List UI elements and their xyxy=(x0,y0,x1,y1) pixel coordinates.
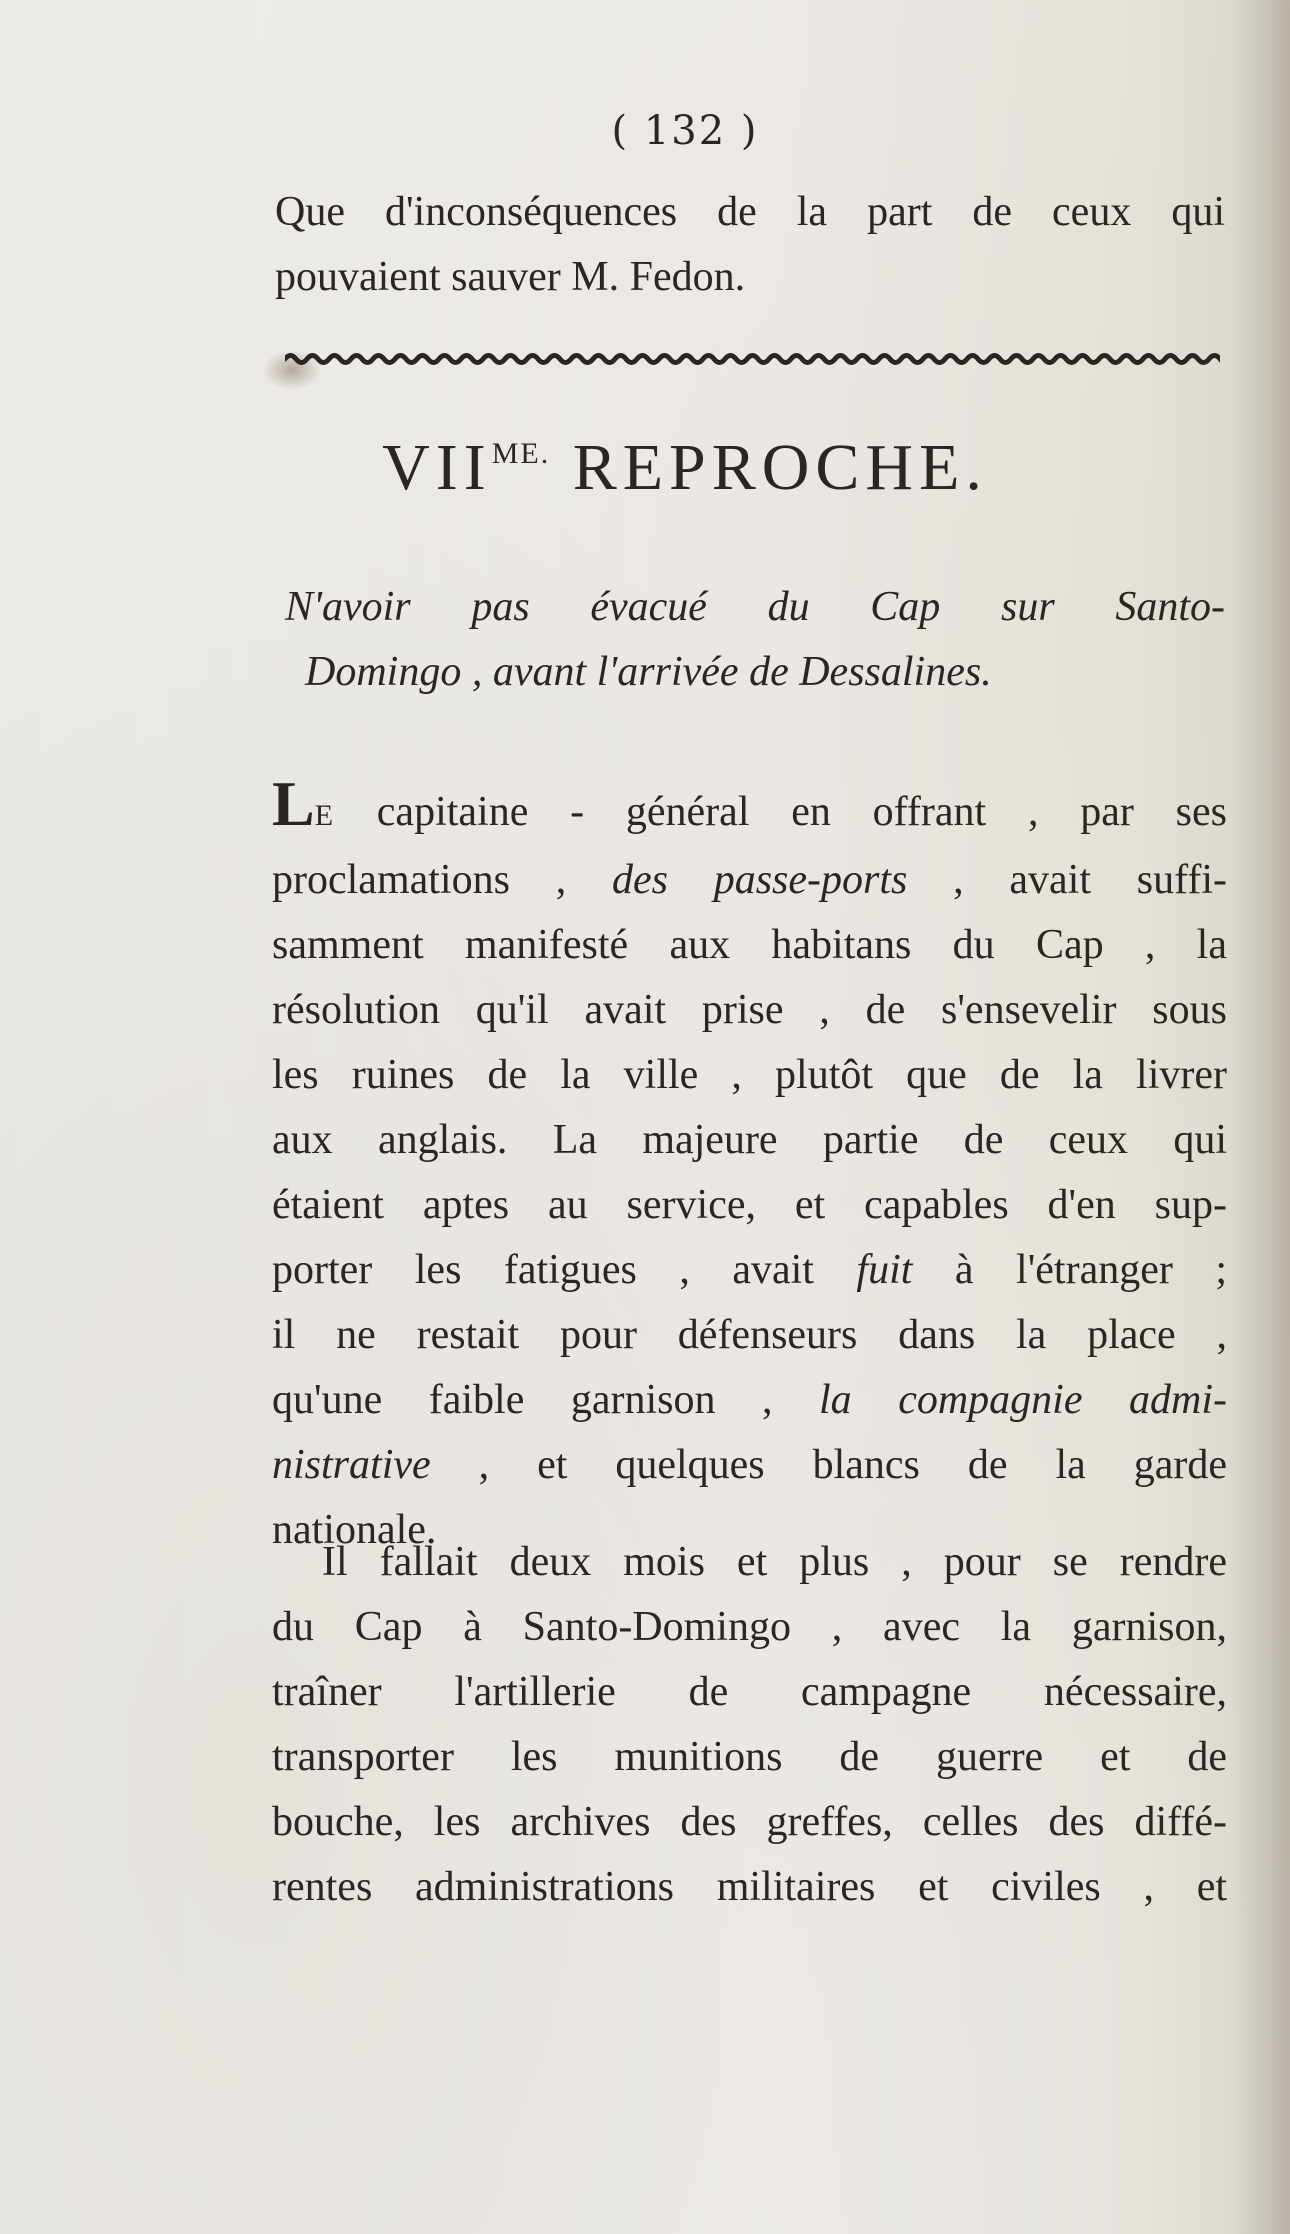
paragraph-1-line-6: aux anglais. La majeure partie de ceux qui xyxy=(272,1117,1227,1163)
paragraph-1-line-12: nationale. xyxy=(272,1507,437,1553)
paragraph-1-line-10: qu'une faible garnison , la compagnie admi- xyxy=(272,1377,1227,1423)
paragraph-1-line-1: LE capitaine - général en offrant , par ses xyxy=(272,768,1227,839)
intro-line-2: pouvaient sauver M. Fedon. xyxy=(275,254,746,300)
drop-cap-rest: E xyxy=(314,799,336,832)
chapter-subtitle xyxy=(285,575,1225,705)
heading-suffix: ME. xyxy=(491,437,551,470)
heading-word: REPROCHE. xyxy=(572,431,988,504)
paragraph-1-line-5: les ruines de la ville , plutôt que de la livrer xyxy=(272,1052,1227,1098)
paragraph-2 xyxy=(272,1530,1227,1920)
paragraph-2-line-3: traîner l'artillerie de campagne nécessaire, xyxy=(272,1669,1227,1715)
ornamental-divider xyxy=(285,345,1220,373)
italic-compagnie: la compagnie admi- xyxy=(819,1377,1227,1423)
intro-line-1: Que d'inconséquences de la part de ceux qui xyxy=(275,189,1225,235)
italic-nistrative: nistrative xyxy=(272,1442,431,1488)
intro-paragraph xyxy=(275,180,1225,310)
paragraph-1-line-9: il ne restait pour défenseurs dans la place , xyxy=(272,1312,1227,1358)
paragraph-1-line-8: porter les fatigues , avait fuit à l'étranger ; xyxy=(272,1247,1227,1293)
page-number: ( 132 ) xyxy=(611,108,759,154)
chapter-heading xyxy=(0,430,1290,506)
heading-numeral: VII xyxy=(382,431,492,504)
paragraph-1-line-2: proclamations , des passe-ports , avait suffi- xyxy=(272,857,1227,903)
subtitle-line-1: N'avoir pas évacué du Cap sur Santo- xyxy=(285,584,1225,630)
paragraph-1-line-11: nistrative , et quelques blancs de la garde xyxy=(272,1442,1227,1488)
paragraph-2-line-2: du Cap à Santo-Domingo , avec la garnison, xyxy=(272,1604,1227,1650)
paragraph-2-line-6: rentes administrations militaires et civiles , et xyxy=(272,1864,1227,1910)
drop-cap: L xyxy=(272,768,315,839)
italic-passeports: des passe-ports xyxy=(611,857,908,903)
page-gutter-shadow xyxy=(1230,0,1290,2234)
paragraph-2-line-4: transporter les munitions de guerre et de xyxy=(272,1734,1227,1780)
subtitle-line-2: Domingo , avant l'arrivée de Dessalines. xyxy=(305,649,992,695)
paragraph-1 xyxy=(272,768,1227,1563)
paragraph-1-line-3: samment manifesté aux habitans du Cap , la xyxy=(272,922,1227,968)
italic-fuit: fuit xyxy=(856,1247,913,1293)
paragraph-1-line-7: étaient aptes au service, et capables d'en sup- xyxy=(272,1182,1227,1228)
paragraph-2-line-5: bouche, les archives des greffes, celles des diffé- xyxy=(272,1799,1227,1845)
paragraph-2-line-1: Il fallait deux mois et plus , pour se rendre xyxy=(322,1539,1227,1585)
paragraph-1-line-4: résolution qu'il avait prise , de s'ensevelir sous xyxy=(272,987,1227,1033)
